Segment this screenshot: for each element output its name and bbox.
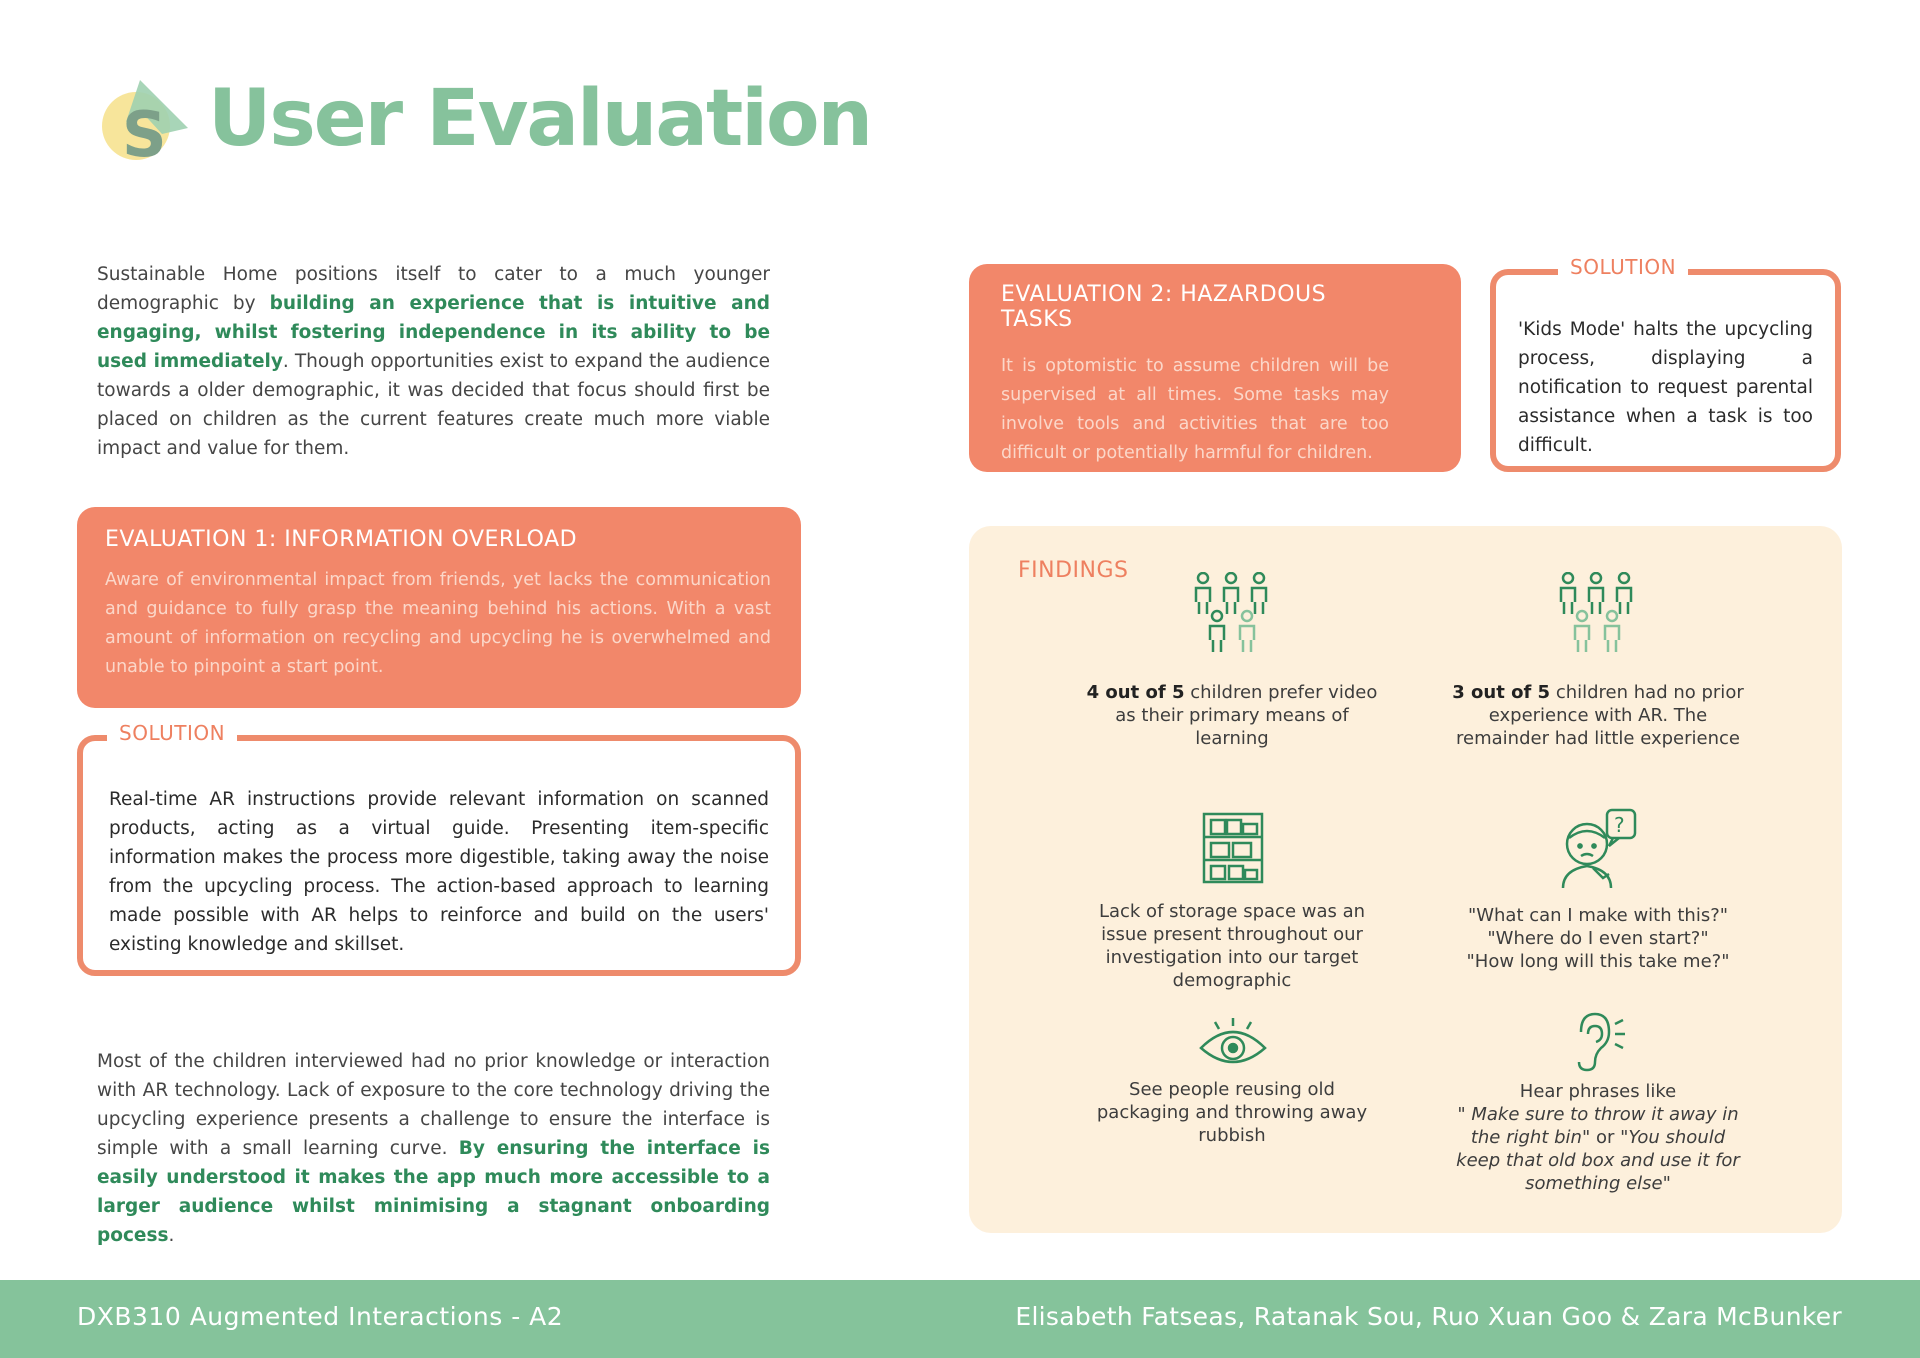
confused-child-icon <box>1557 808 1639 890</box>
solution-2-body: 'Kids Mode' halts the upcycling process, displaying a notification to request parental assistance when a task is too difficult. <box>1518 319 1813 456</box>
outro-paragraph: Most of the children interviewed had no prior knowledge or interaction with AR technology. Lack of exposure to the core technology driving the upcycling experience presents a challenge to ensure the interface is simple with a small learning curve. By ensuring the interface is easily understood it makes the app much more accessible to a larger audience whilst minimising a stagnant onboarding pocess. <box>97 1051 770 1246</box>
finding-3-caption: Lack of storage space was an issue present throughout our investigation into our target demographic <box>1098 901 1366 991</box>
footer-bar <box>0 1280 1920 1358</box>
intro-highlight: building an experience that is intuitive and engaging, whilst fostering independence in its ability to be used immediately <box>97 293 770 372</box>
outro-highlight: By ensuring the interface is easily understood it makes the app much more accessible to a larger audience whilst minimising a stagnant onboarding pocess <box>97 1138 770 1246</box>
people-4-of-5-icon <box>1191 572 1275 652</box>
footer-course-label: DXB310 Augmented Interactions - A2 <box>77 1302 564 1331</box>
finding-4-caption: "What can I make with this?" "Where do I even start?" "How long will this take me?" <box>1466 905 1730 972</box>
ear-icon <box>1567 1010 1627 1074</box>
solution-1-body: Real-time AR instructions provide relevant information on scanned products, acting as a virtual guide. Presenting item-specific information makes the process more digestible, taking away the noise from the upcycling process. The action-based approach to learning made possible with AR helps to reinforce and build on the users' existing knowledge and skillset. <box>109 789 769 955</box>
evaluation-1-body: Aware of environmental impact from friends, yet lacks the communication and guidance to fully grasp the meaning behind his actions. With a vast amount of information on recycling and upcycling he is overwhelmed and unable to pinpoint a start point. <box>105 570 771 677</box>
solution-2-box <box>1490 255 1841 472</box>
findings-panel <box>969 526 1842 1233</box>
finding-2-caption: 3 out of 5 children had no prior experience with AR. The remainder had little experience <box>1452 682 1744 749</box>
people-3-of-5-icon <box>1556 572 1640 652</box>
evaluation-1-title: EVALUATION 1: INFORMATION OVERLOAD <box>105 527 578 552</box>
finding-6-caption: Hear phrases like " Make sure to throw it away in the right bin" or "You should keep that old box and use it for something else" <box>1456 1081 1740 1194</box>
sustainable-home-logo <box>96 76 192 172</box>
evaluation-2-body: It is optomistic to assume children will be supervised at all times. Some tasks may involve tools and activities that are too difficult or potentially harmful for children. <box>1001 356 1389 463</box>
intro-paragraph: Sustainable Home positions itself to cater to a much younger demographic by building an experience that is intuitive and engaging, whilst fostering independence in its ability to be used immediately. Though opportunities exist to expand the audience towards a older demographic, it was decided that focus should first be placed on children as the current features create much more viable impact and value for them. <box>97 264 770 459</box>
storage-shelf-icon <box>1201 812 1265 884</box>
evaluation-2-card <box>969 264 1461 472</box>
solution-1-label: SOLUTION <box>107 721 237 745</box>
findings-title: FINDINGS <box>1018 558 1129 583</box>
finding-1-caption: 4 out of 5 children prefer video as their primary means of learning <box>1086 682 1378 749</box>
evaluation-2-title: EVALUATION 2: HAZARDOUS TASKS <box>1001 282 1327 332</box>
finding-5-caption: See people reusing old packaging and throwing away rubbish <box>1096 1079 1368 1146</box>
evaluation-1-card <box>77 507 801 708</box>
page-title: User Evaluation <box>208 74 872 164</box>
solution-1-box <box>77 721 801 976</box>
svg-text:?: ? <box>1614 813 1625 837</box>
eye-icon <box>1197 1016 1269 1072</box>
svg-text:S: S <box>122 98 167 171</box>
footer-authors: Elisabeth Fatseas, Ratanak Sou, Ruo Xuan Goo & Zara McBunker <box>1015 1302 1842 1331</box>
solution-2-label: SOLUTION <box>1558 255 1688 279</box>
